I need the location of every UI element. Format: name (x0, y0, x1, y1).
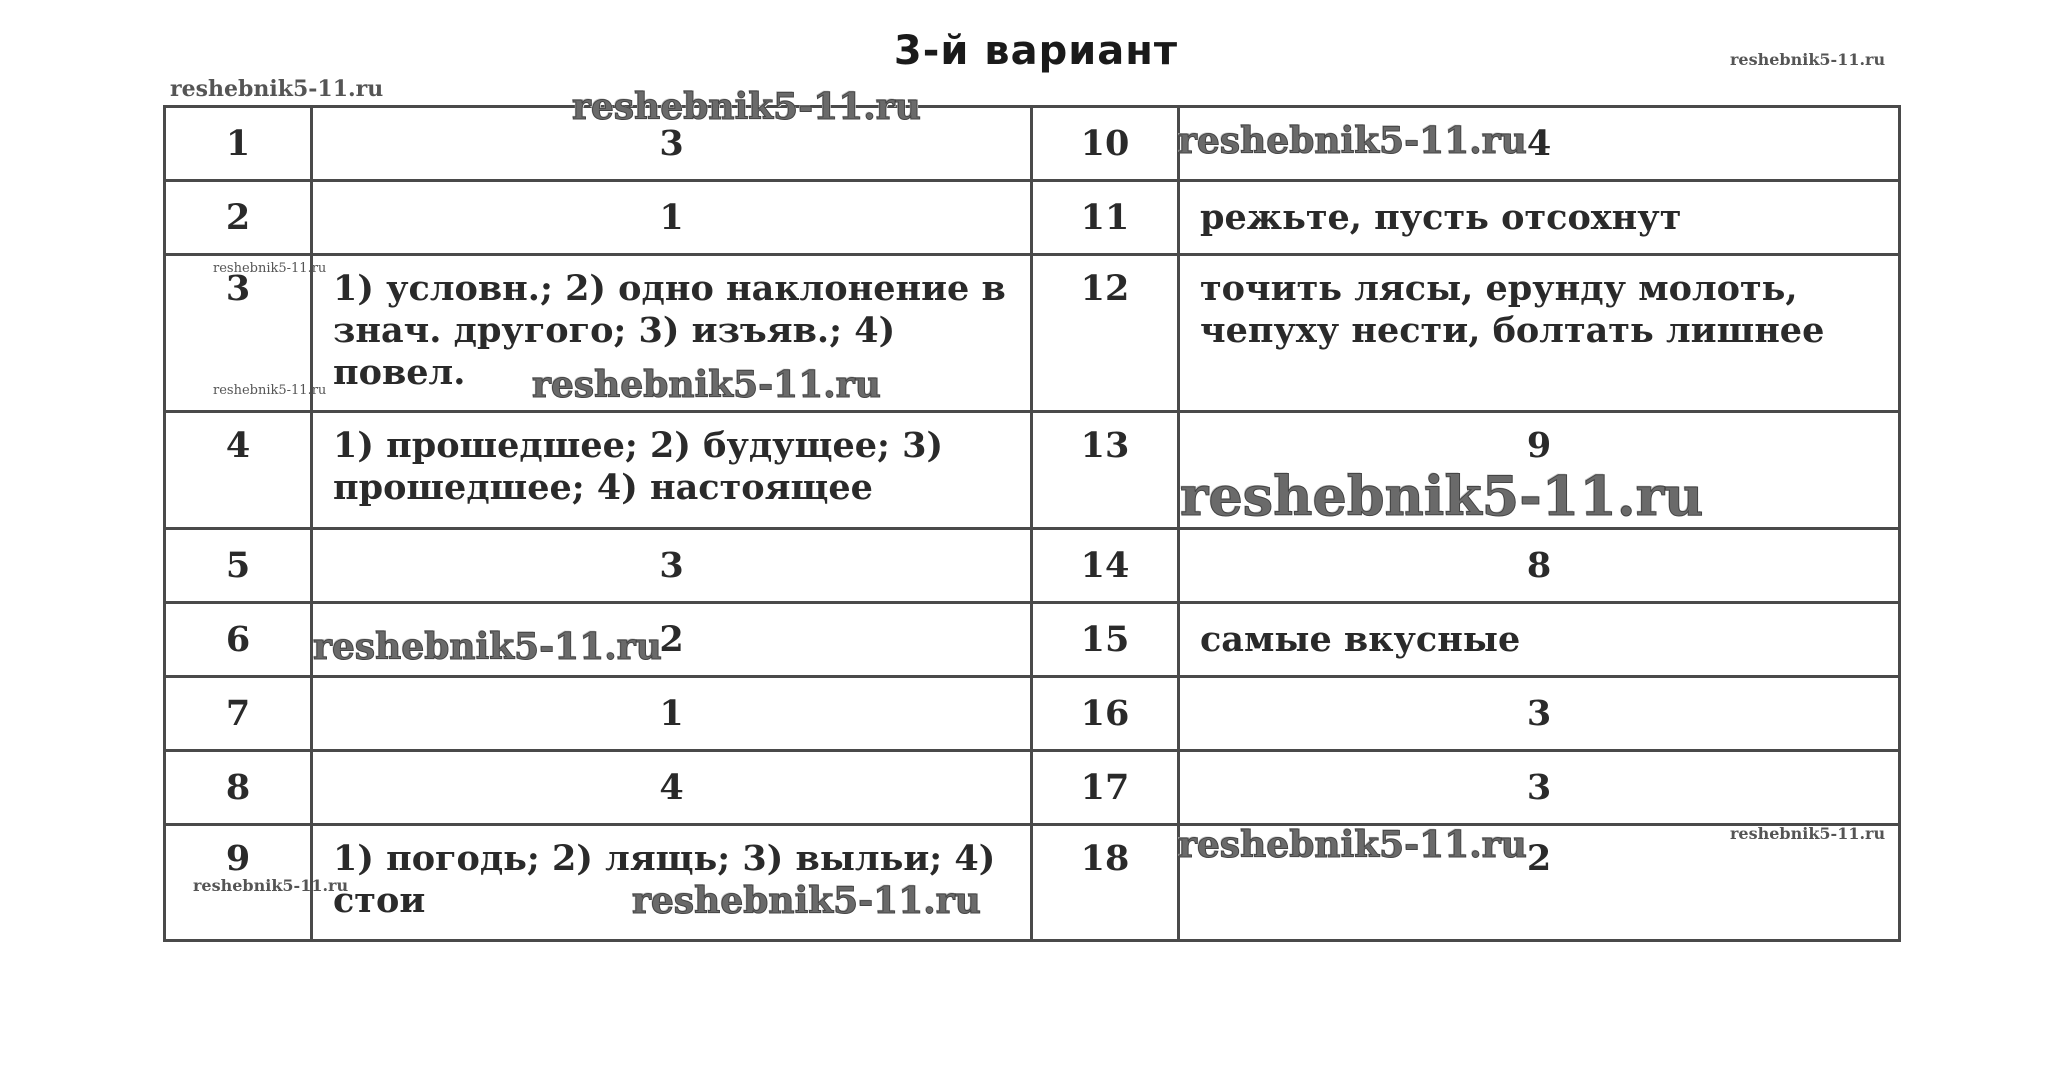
answer-cell: 1 (312, 677, 1032, 751)
question-number: 6 (165, 603, 312, 677)
watermark: reshebnik5-11.ru (532, 364, 881, 406)
watermark: reshebnik5-11.ru (1180, 464, 1704, 528)
question-number: 17 (1032, 751, 1179, 825)
answer-cell: режьте, пусть отсохнут (1179, 181, 1900, 255)
question-number: 16 (1032, 677, 1179, 751)
watermark: reshebnik5-11.ru (632, 880, 981, 922)
answer-cell: 2 (312, 603, 1032, 677)
answer-table (163, 105, 1901, 942)
table-row (165, 529, 1900, 603)
answer-cell: 1 (312, 181, 1032, 255)
answer-cell: 2 (1179, 825, 1900, 941)
watermark: reshebnik5-11.ru (213, 261, 327, 276)
watermark: reshebnik5-11.ru (213, 383, 327, 398)
question-number: 9 (165, 825, 312, 941)
watermark: reshebnik5-11.ru (170, 76, 384, 102)
answer-cell: 8 (1179, 529, 1900, 603)
table-row (165, 255, 1900, 412)
question-number: 1 (165, 107, 312, 181)
watermark: reshebnik5-11.ru (1730, 824, 1886, 843)
page-title: 3-й вариант (893, 28, 1179, 74)
answer-cell: 3 (1179, 751, 1900, 825)
watermark: reshebnik5-11.ru (572, 86, 921, 128)
answer-cell: 3 (312, 107, 1032, 181)
answer-cell: 4 (312, 751, 1032, 825)
table-row (165, 603, 1900, 677)
table-row (165, 107, 1900, 181)
answer-cell: 4 (1179, 107, 1900, 181)
watermark: reshebnik5-11.ru (1730, 50, 1886, 69)
answer-cell: самые вкусные (1179, 603, 1900, 677)
question-number: 3 (165, 255, 312, 412)
question-number: 13 (1032, 412, 1179, 529)
question-number: 15 (1032, 603, 1179, 677)
answer-cell: 1) погодь; 2) лящь; 3) выльи; 4) стои (312, 825, 1032, 941)
question-number: 18 (1032, 825, 1179, 941)
table-row (165, 751, 1900, 825)
question-number: 2 (165, 181, 312, 255)
watermark: reshebnik5-11.ru (1178, 824, 1527, 866)
table-row (165, 181, 1900, 255)
watermark: reshebnik5-11.ru (193, 876, 349, 895)
question-number: 4 (165, 412, 312, 529)
question-number: 8 (165, 751, 312, 825)
table-row (165, 412, 1900, 529)
answer-cell: 3 (312, 529, 1032, 603)
watermark: reshebnik5-11.ru (1178, 120, 1527, 162)
question-number: 7 (165, 677, 312, 751)
answer-cell: 1) прошедшее; 2) будущее; 3) прошедшее; 4) настоящее (312, 412, 1032, 529)
answer-cell: 1) условн.; 2) одно наклонение в знач. другого; 3) изъяв.; 4) повел. (312, 255, 1032, 412)
question-number: 5 (165, 529, 312, 603)
table-row (165, 825, 1900, 941)
table-row (165, 677, 1900, 751)
answer-cell: точить лясы, ерунду молоть, чепуху нести, болтать лишнее (1179, 255, 1900, 412)
question-number: 12 (1032, 255, 1179, 412)
question-number: 11 (1032, 181, 1179, 255)
answer-cell: 3 (1179, 677, 1900, 751)
question-number: 14 (1032, 529, 1179, 603)
question-number: 10 (1032, 107, 1179, 181)
answer-cell: 9 (1179, 412, 1900, 529)
watermark: reshebnik5-11.ru (313, 626, 662, 668)
